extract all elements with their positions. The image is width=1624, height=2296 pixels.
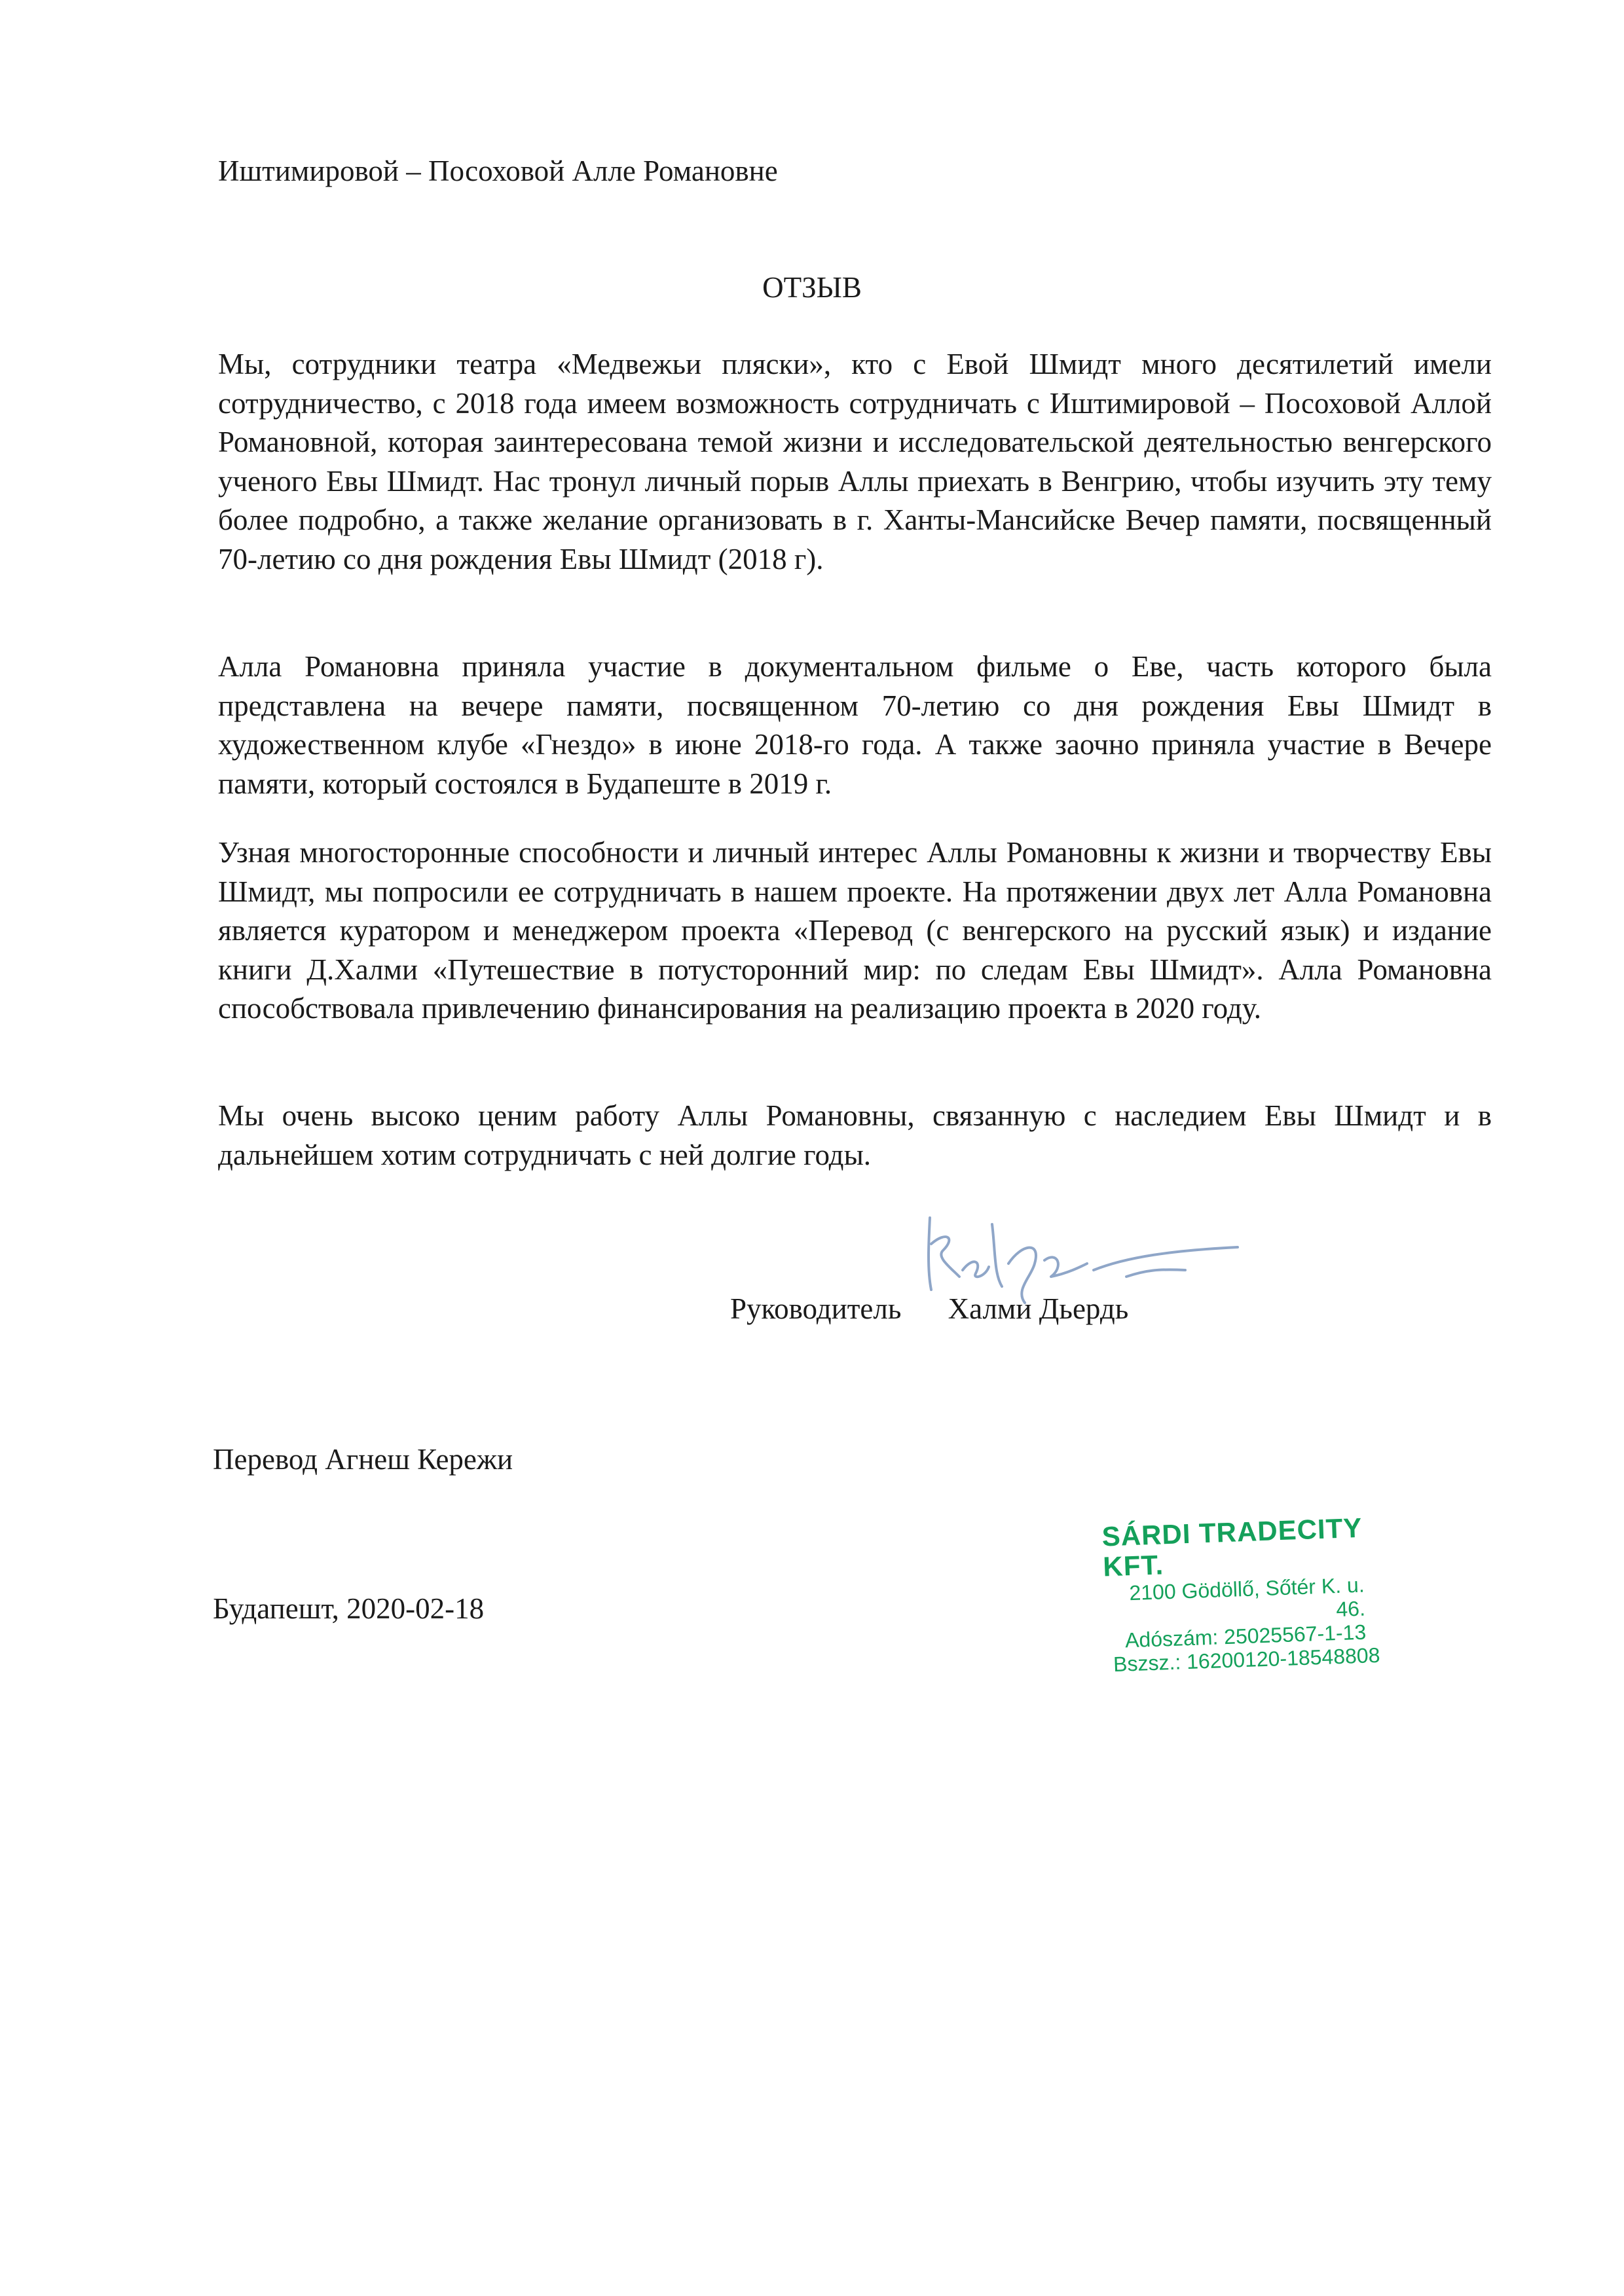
company-stamp [1094,1512,1407,1677]
stamp-company-name: SÁRDI TRADECITY KFT. [1101,1512,1363,1582]
body-paragraph: Узная многосторонные способности и личный интерес Аллы Романовны к жизни и творчеству Евы Шмидт, мы попросили ее сотрудничать в нашем проекте. На протяжении двух лет Алла Романовна является куратором и менеджером проекта «Перевод (с венгерского на русский язык) и издание книги Д.Халми «Путешествие в потусторонний мир: по следам Евы Шмидт». Алла Романовна способствовала привлечению финансирования на реализацию проекта в 2020 году. [218,836,1492,1025]
body-paragraph: Мы очень высоко ценим работу Аллы Романовны, связанную с наследием Евы Шмидт и в дальнейшем хотим сотрудничать с ней долгие годы. [218,1099,1492,1171]
stamp-address: 2100 Gödöllő, Sőtér K. u. 46. [1128,1573,1366,1622]
translator-line: Перевод Агнеш Кережи [213,1443,513,1476]
signer-role: Руководитель [730,1292,902,1325]
signer-name: Халми Дьердь [948,1292,1129,1325]
body-paragraph: Алла Романовна приняла участие в документальном фильме о Еве, часть которого была представлена на вечере памяти, посвященном 70-летию со дня рождения Евы Шмидт в художественном клубе «Гнездо» в июне 2018-го года. А также заочно приняла участие в Вечере памяти, который состоялся в Будапеште в 2019 г. [218,650,1492,800]
place-date-line: Будапешт, 2020-02-18 [213,1592,485,1625]
document-title: ОТЗЫВ [762,271,862,304]
stamp-tax-number: Adószám: 25025567-1-13 [1124,1620,1367,1652]
body-paragraph: Мы, сотрудники театра «Медвежьи пляски», кто с Евой Шмидт много десятилетий имели сотрудничество, с 2018 года имеем возможность сотрудничать с Иштимировой – Посоховой Аллой Романовной, которая заинтересована темой жизни и исследовательской деятельностью венгерского ученого Евы Шмидт. Нас тронул личный порыв Аллы приехать в Венгрию, чтобы изучить эту тему более подробно, а также желание организовать в г. Ханты-Мансийске Вечер памяти, посвященный 70-летию со дня рождения Евы Шмидт (2018 г). [218,348,1492,575]
stamp-bank-account: Bszsz.: 16200120-18548808 [1113,1643,1380,1677]
addressee-line: Иштимировой – Посоховой Алле Романовне [218,155,778,187]
signature-block [730,1290,1128,1328]
